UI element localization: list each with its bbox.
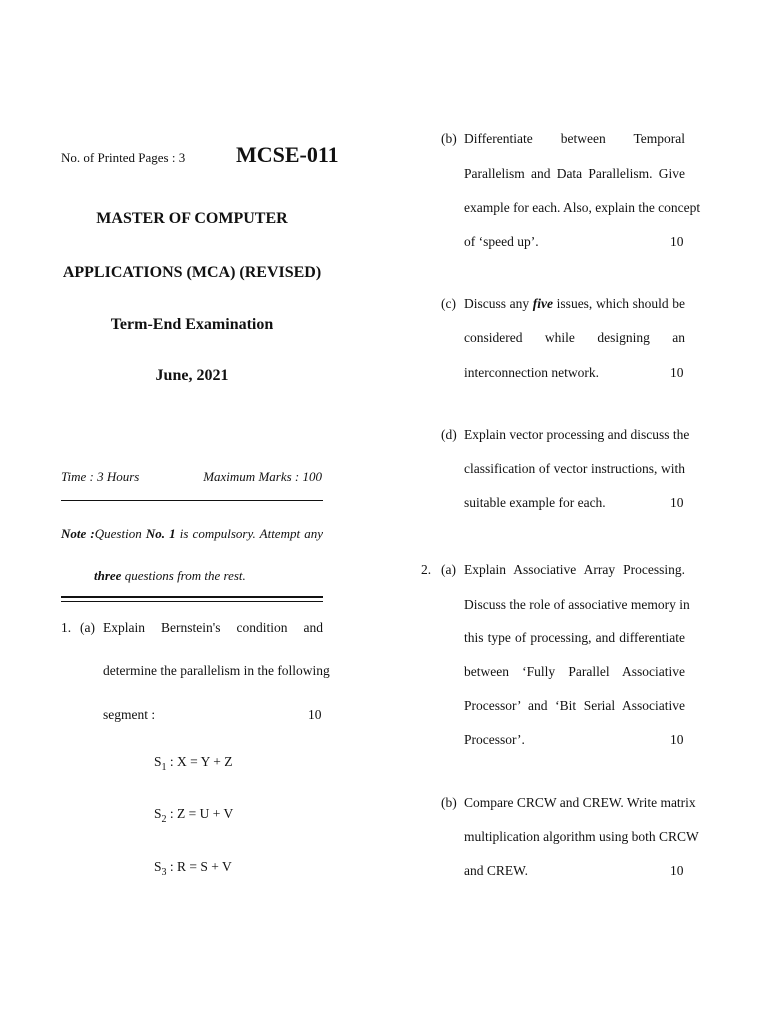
time-label: Time : 3 Hours: [61, 469, 140, 484]
note-line-1: Note :Question No. 1 is compulsory. Attempt any: [61, 526, 323, 541]
q1c-marks: 10: [670, 365, 684, 380]
q1d-line-2: classification of vector instructions, with: [464, 461, 685, 476]
q1b-marks: 10: [670, 234, 684, 249]
q1-number: 1.: [61, 620, 72, 635]
q1a-line-2: determine the parallelism in the following: [103, 663, 330, 678]
q2a-line-2: Discuss the role of associative memory in: [464, 597, 690, 612]
q1a-label: (a): [80, 620, 95, 635]
q1d-line-3: suitable example for each.: [464, 495, 606, 510]
statement-s1: $S_1$ : X = Y + Z: [154, 754, 233, 773]
q2-number: 2.: [421, 562, 432, 577]
q1d-label: (d): [441, 427, 457, 442]
q2b-label: (b): [441, 795, 457, 810]
q1b-line-1: Differentiate between Temporal: [464, 131, 685, 146]
note-rule-thin: [61, 601, 323, 602]
q2a-line-4: between ‘Fully Parallel Associative: [464, 664, 685, 679]
header-rule: [61, 500, 323, 501]
statement-s2: $S_2$ : Z = U + V: [154, 806, 234, 825]
printed-pages: No. of Printed Pages : 3: [61, 150, 186, 165]
q1a-line-3: segment :: [103, 707, 156, 722]
q1a-marks: 10: [308, 707, 322, 722]
q1a-line-1: Explain Bernstein's condition and: [103, 620, 323, 635]
q2b-line-1: Compare CRCW and CREW. Write matrix: [464, 795, 696, 810]
q1d-line-1: Explain vector processing and discuss the: [464, 427, 690, 442]
q1c-label: (c): [441, 296, 456, 311]
exam-date: June, 2021: [155, 367, 229, 384]
q1c-line-2: considered while designing an: [464, 330, 685, 345]
q1b-line-3: example for each. Also, explain the concept: [464, 200, 701, 215]
q2a-line-6: Processor’.: [464, 732, 525, 747]
q1b-line-2: Parallelism and Data Parallelism. Give: [464, 166, 685, 181]
title-line-2: APPLICATIONS (MCA) (REVISED): [62, 264, 322, 281]
q1c-line-3: interconnection network.: [464, 365, 599, 380]
note-line-2: three questions from the rest.: [94, 568, 246, 583]
q2b-line-3: and CREW.: [464, 863, 528, 878]
q1b-line-4: of ‘speed up’.: [464, 234, 539, 249]
q2a-line-5: Processor’ and ‘Bit Serial Associative: [464, 698, 685, 713]
q2b-marks: 10: [670, 863, 684, 878]
q1c-line-1: Discuss any five issues, which should be: [464, 296, 685, 311]
q1b-label: (b): [441, 131, 457, 146]
q1d-marks: 10: [670, 495, 684, 510]
note-rule-thick: [61, 596, 323, 598]
q2a-label: (a): [441, 562, 456, 577]
q2a-marks: 10: [670, 732, 684, 747]
course-code: MCSE-011: [236, 142, 339, 167]
q2b-line-2: multiplication algorithm using both CRCW: [464, 829, 699, 844]
title-line-1: MASTER OF COMPUTER: [96, 210, 288, 227]
exam-title: Term-End Examination: [110, 316, 274, 333]
max-marks: Maximum Marks : 100: [203, 469, 322, 484]
note-label: Note :: [61, 526, 95, 541]
statement-s3: $S_3$ : R = S + V: [154, 859, 232, 878]
q2a-line-3: this type of processing, and differentiate: [464, 630, 685, 645]
q2a-line-1: Explain Associative Array Processing.: [464, 562, 685, 577]
